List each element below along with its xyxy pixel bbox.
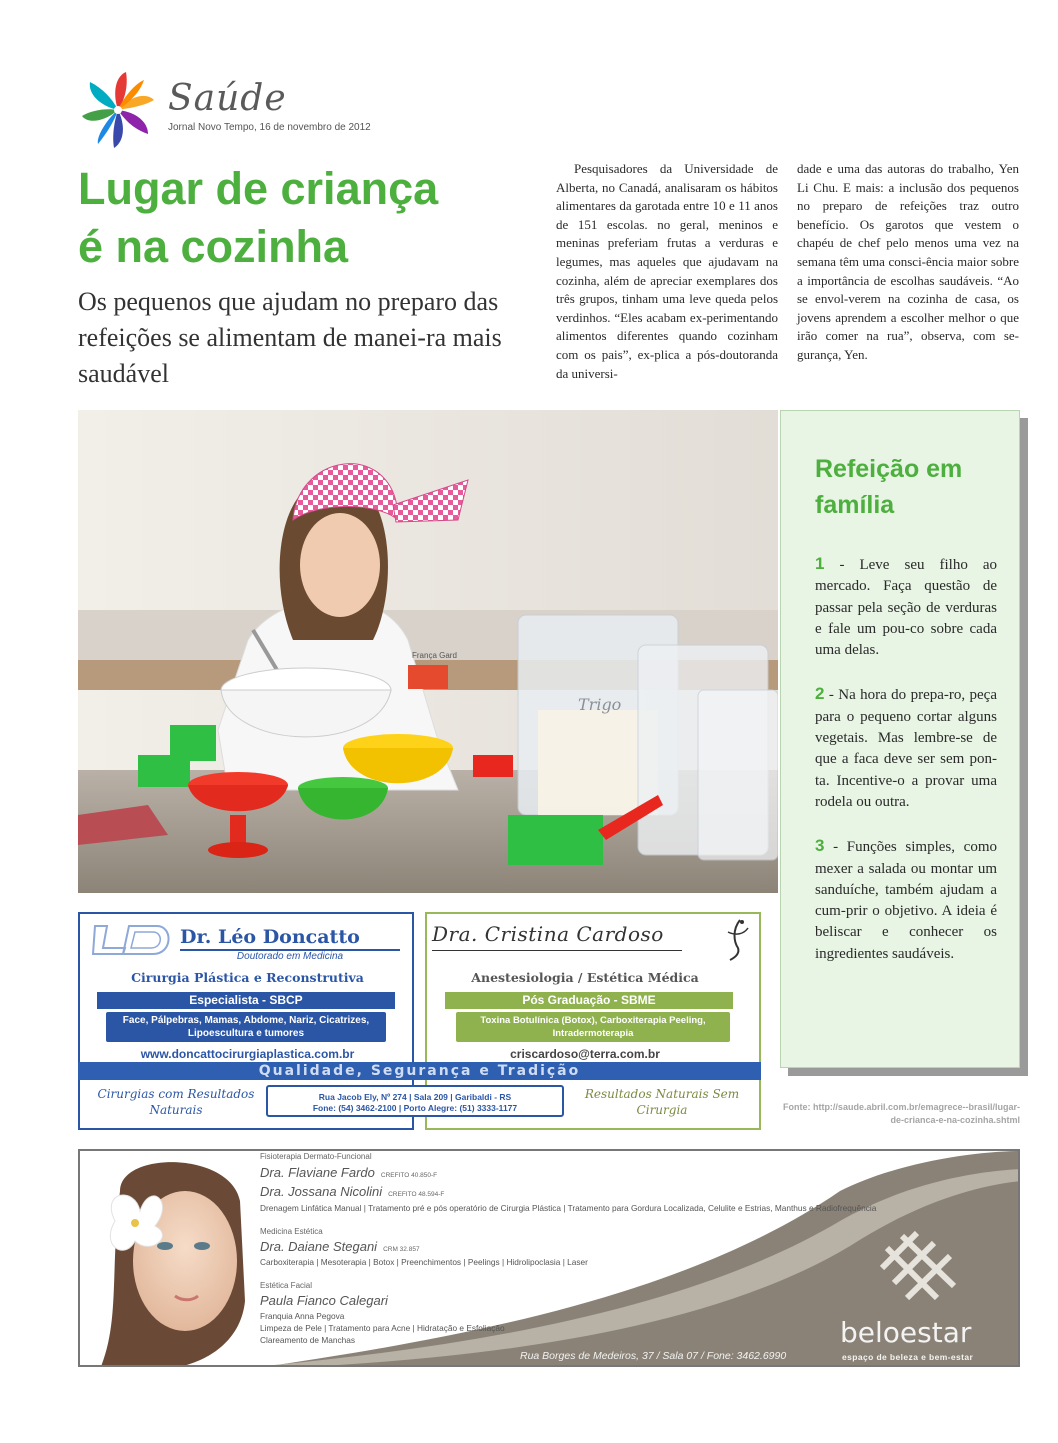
beloestar-logo-icon bbox=[872, 1228, 962, 1308]
apron-label: França Gard bbox=[412, 651, 457, 660]
ad-doctor-title: Doutorado em Medicina bbox=[236, 951, 344, 962]
issue-date: Jornal Novo Tempo, 16 de novembro de 2012 bbox=[168, 122, 371, 133]
ad-phones: Fone: (54) 3462-2100 | Porto Alegre: (51) 3333-1177 bbox=[312, 1103, 518, 1113]
ad3-services: Carboxiterapia | Mesoterapia | Botox | Preenchimentos | Peelings | Hidrolipoclasia | Laser bbox=[260, 1257, 588, 1267]
ld-logo-icon bbox=[91, 922, 175, 958]
ad-services: Toxina Botulínica (Botox), Carboxiterapia Peeling, Intradermoterapia bbox=[456, 1012, 730, 1042]
tip-text: - Funções simples, como mexer a salada ou montar um sanduíche, também ajudam a cum-prir o objetivo. A ideia é beliscar e conhecer os ingredientes saudáveis. bbox=[815, 839, 997, 962]
tip-number: 1 bbox=[815, 554, 825, 573]
tip-text: - Leve seu filho ao mercado. Faça questão de passar pela seção de verduras e fale um pou-co sobre cada uma delas. bbox=[815, 557, 997, 659]
tip-number: 3 bbox=[815, 836, 825, 856]
sidebar-tip bbox=[815, 835, 997, 965]
ad3-professional bbox=[260, 1184, 876, 1199]
brand-tagline: espaço de beleza e bem-estar bbox=[842, 1352, 974, 1362]
headline bbox=[78, 160, 548, 276]
sidebar-tip bbox=[815, 553, 997, 661]
ad3-info-block bbox=[260, 1152, 876, 1345]
article-paragraph-2: dade e uma das autoras do trabalho, Yen Li Chu. E mais: a inclusão dos pequenos no preparo de refeições traz outro benefício. Os garotos que vestem o chapéu de chef pelo menos uma vez na semana têm uma consci-ência maior sobre a importância de escolhas saudáveis. “Ao se envol-verem na cozinha de casa, os jovens aprendem a escolher melhor o que irão comer na rua”, observa, com se-gurança, Yen. bbox=[797, 161, 1019, 362]
ad3-registration: CREFITO 40.850-F bbox=[380, 1172, 438, 1179]
source-credit: Fonte: http://saude.abril.com.br/emagrece--brasil/lugar-de-crianca-e-na-cozinha.shtml bbox=[782, 1102, 1020, 1125]
ad-address-box bbox=[266, 1085, 564, 1117]
ad3-category: Fisioterapia Dermato-Funcional bbox=[260, 1152, 372, 1161]
sidebar-box bbox=[780, 410, 1020, 1068]
ad3-professional bbox=[260, 1165, 876, 1180]
ad-specialty: Cirurgia Plástica e Reconstrutiva bbox=[131, 970, 364, 985]
ad-email-link[interactable]: criscardoso@terra.com.br bbox=[510, 1047, 660, 1061]
section-title: Saúde bbox=[168, 78, 287, 119]
article-column-1 bbox=[556, 160, 778, 383]
ad-slogan-strip: Qualidade, Segurança e Tradição bbox=[78, 1062, 761, 1080]
ad-doctor-name: Dr. Léo Doncatto bbox=[180, 926, 360, 948]
ad-right-tagline: Resultados Naturais Sem Cirurgia bbox=[584, 1087, 740, 1117]
ad3-services: Drenagem Linfática Manual | Tratamento pré e pós operatório de Cirurgia Plástica | Tratamento para Gordura Localizada, Celulite e Estrias, Manthus e Radiofrequência bbox=[260, 1203, 877, 1213]
ad3-professional bbox=[260, 1239, 876, 1254]
tip-number: 2 bbox=[815, 684, 825, 704]
headline-line-2: é na cozinha bbox=[78, 221, 349, 272]
article-paragraph-1: Pesquisadores da Universidade de Alberta, no Canadá, analisaram os hábitos alimentares da garotada entre 10 e 11 anos de 151 escolas. no geral, meninos e meninas preferiam frutas a verduras e legumes, mas aqueles que ajudavam na cozinha, além de apreciar exemplares dos três grupos, tinham uma leve queda pelos verdinhos. “Eles acabam ex-perimentando alimentos diferentes quando cozinham com os pais”, ex-plica a pós-doutoranda da universi- bbox=[556, 161, 778, 381]
flower-logo-icon bbox=[78, 70, 158, 150]
sidebar-tip bbox=[815, 683, 997, 813]
ad3-services: Limpeza de Pele | Tratamento para Acne | Hidratação e Esfoliação bbox=[260, 1323, 505, 1333]
ad-specialty: Anestesiologia / Estética Médica bbox=[471, 970, 699, 985]
ad-badge: Pós Graduação - SBME bbox=[445, 992, 733, 1009]
ad3-address: Rua Borges de Medeiros, 37 / Sala 07 / Fone: 3462.6990 bbox=[520, 1350, 787, 1362]
ad-left-tagline: Cirurgias com Resultados Naturais bbox=[97, 1087, 255, 1117]
ad-services: Face, Pálpebras, Mamas, Abdome, Nariz, Cicatrizes, Lipoescultura e tumores bbox=[106, 1012, 386, 1042]
ad-website-link[interactable]: www.doncattocirurgiaplastica.com.br bbox=[140, 1047, 355, 1061]
headline-line-1: Lugar de criança bbox=[78, 163, 439, 214]
ad-badge: Especialista - SBCP bbox=[97, 992, 395, 1009]
figure-ornament-icon bbox=[722, 918, 752, 962]
ad3-professional-name: Paula Fianco Calegari bbox=[260, 1293, 388, 1308]
jar-label: Trigo bbox=[578, 695, 622, 714]
ad3-category: Estética Facial bbox=[260, 1281, 313, 1290]
ad3-category: Medicina Estética bbox=[260, 1227, 323, 1236]
article-column-2 bbox=[797, 160, 1019, 365]
brand-name: beloestar bbox=[840, 1316, 972, 1349]
ad3-registration: CRM 32.857 bbox=[383, 1246, 420, 1253]
ad3-registration: CREFITO 48.594-F bbox=[388, 1191, 445, 1198]
ad-doctor-name: Dra. Cristina Cardoso bbox=[432, 922, 664, 946]
tip-text: - Na hora do prepa-ro, peça para o pequeno cortar alguns vegetais. Mas lembre-se de que a faca deve ser sem pon-ta. Incentive-o a provar uma rodela ou outra. bbox=[815, 687, 997, 810]
ad-address: Rua Jacob Ely, Nº 274 | Sala 209 | Garibaldi - RS bbox=[318, 1092, 512, 1102]
ad-divider bbox=[432, 950, 682, 951]
article-photo bbox=[78, 410, 778, 893]
ad3-services: Clareamento de Manchas bbox=[260, 1335, 356, 1345]
subheadline: Os pequenos que ajudam no preparo das refeições se alimentam de manei-ra mais saudável bbox=[78, 287, 502, 388]
kitchen-photo-illustration bbox=[78, 410, 778, 893]
ad3-professional-name: Dra. Daiane Stegani bbox=[260, 1239, 378, 1254]
ad3-professional-name: Dra. Jossana Nicolini bbox=[260, 1184, 383, 1199]
sidebar-title: Refeição em família bbox=[815, 455, 963, 519]
ad3-services: Franquia Anna Pegova bbox=[260, 1311, 345, 1321]
ad3-professional-name: Dra. Flaviane Fardo bbox=[260, 1165, 375, 1180]
